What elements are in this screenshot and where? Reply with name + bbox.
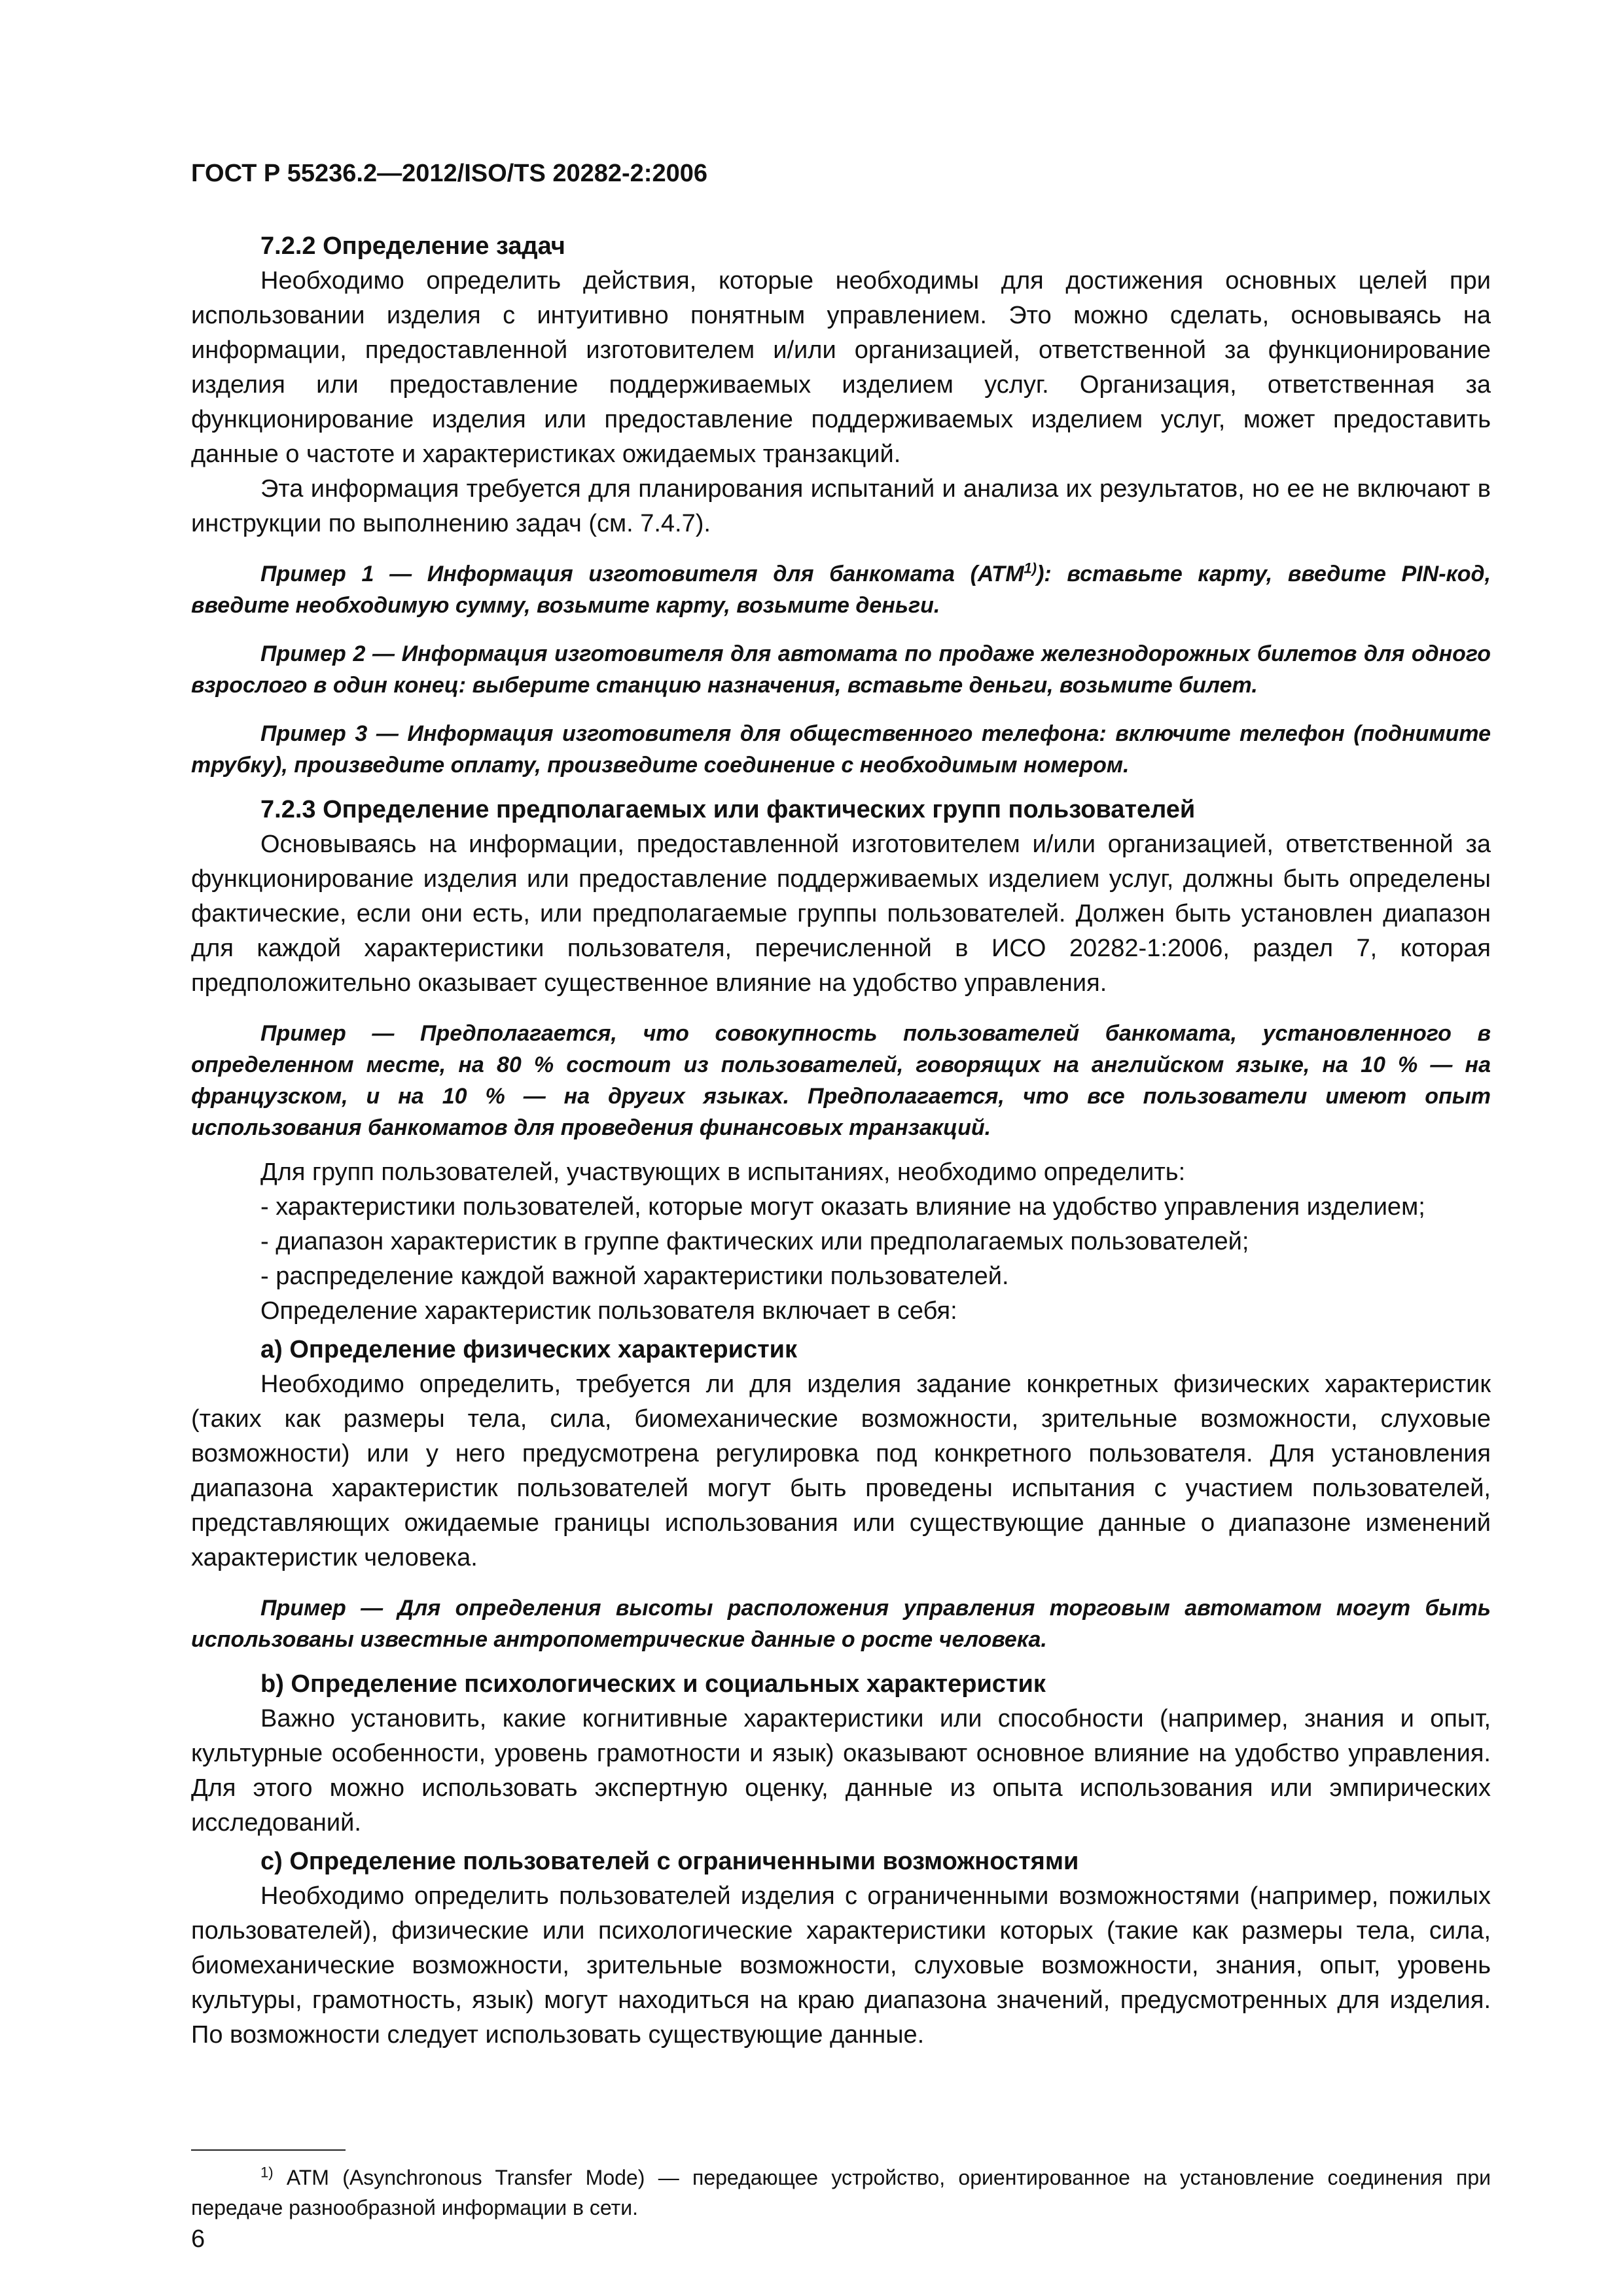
example-2: Пример 2 — Информация изготовителя для автомата по продаже железнодорожных билетов для одного взрослого в один конец: выберите станцию назначения, вставьте деньги, возьмите билет. (191, 641, 1491, 698)
example-atm-languages: Пример — Предполагается, что совокупность пользователей банкомата, установленного в определенном месте, на 80 % состоит из пользователей, говорящих на английском языке, на 10 % — на французском, и на 10 % — на других языках. Предполагается, что все пользователи имеют опыт использования банкоматов для проведения финансовых транзакций. (191, 1021, 1491, 1140)
section-7-2-3-paragraph-2: Для групп пользователей, участвующих в испытаниях, необходимо определить: (260, 1158, 1186, 1186)
footnote-marker: 1) (260, 2164, 274, 2181)
section-7-2-3-heading: 7.2.3 Определение предполагаемых или фактических групп пользователей (260, 796, 1196, 823)
subsection-c-paragraph: Необходимо определить пользователей изделия с ограниченными возможностями (например, пожилых пользователей), физические или психологические характеристики которых (такие как размеры тела, сила, биомеханические возможности, зрительные возможности, слуховые возможности, знания, опыт, уровень культуры, грамотность, язык) могут находиться на краю диапазона значений, предусмотренных для изделия. По возможности следует использовать существующие данные. (191, 1882, 1491, 2049)
footnote-ref: 1) (1024, 560, 1037, 577)
subsection-b-heading: b) Определение психологических и социальных характеристик (260, 1670, 1046, 1698)
footnote-divider (191, 2149, 346, 2151)
section-7-2-2-heading: 7.2.2 Определение задач (260, 232, 565, 260)
example-1 (191, 558, 1491, 621)
example-1-text-start: Пример 1 — Информация изготовителя для банкомата (АТМ (260, 562, 1024, 586)
list-item: - диапазон характеристик в группе фактических или предполагаемых пользователей; (260, 1228, 1249, 1255)
page-number: 6 (191, 2225, 205, 2253)
document-header: ГОСТ Р 55236.2—2012/ISO/TS 20282-2:2006 (191, 160, 708, 187)
section-7-2-3-paragraph-1: Основываясь на информации, предоставленной изготовителем и/или организацией, ответственной за функционирование изделия или предоставление поддерживаемых изделием услуг, должны быть определены фактические, если они есть, или предполагаемые группы пользователей. Должен быть установлен диапазон для каждой характеристики пользователя, перечисленной в ИСО 20282-1:2006, раздел 7, которая предположительно оказывает существенное влияние на удобство управления. (191, 831, 1491, 997)
footnote-text: АТМ (Asynchronous Transfer Mode) — передающее устройство, ориентированное на установление соединения при передаче разнообразной информации в сети. (191, 2166, 1491, 2219)
list-item: - распределение каждой важной характеристики пользователей. (260, 1263, 1009, 1290)
subsection-a-paragraph: Необходимо определить, требуется ли для изделия задание конкретных физических характеристик (таких как размеры тела, сила, биомеханические возможности, зрительные возможности, слуховые возможности) или у него предусмотрена регулировка под конкретного пользователя. Для установления диапазона характеристик пользователей могут быть проведены испытания с участием пользователей, представляющих ожидаемые границы использования или существующие данные о диапазоне изменений характеристик человека. (191, 1371, 1491, 1571)
section-7-2-2-paragraph-2: Эта информация требуется для планирования испытаний и анализа их результатов, но ее не включают в инструкции по выполнению задач (см. 7.4.7). (191, 475, 1491, 537)
subsection-c-heading: c) Определение пользователей с ограниченными возможностями (260, 1848, 1079, 1875)
list-item: - характеристики пользователей, которые могут оказать влияние на удобство управления изделием; (260, 1193, 1425, 1221)
example-3: Пример 3 — Информация изготовителя для общественного телефона: включите телефон (поднимите трубку), произведите оплату, произведите соединение с необходимым номером. (191, 721, 1491, 778)
footnote (191, 2162, 1491, 2223)
document-body (191, 229, 1491, 2053)
subsection-b-paragraph: Важно установить, какие когнитивные характеристики или способности (например, знания и опыт, культурные особенности, уровень грамотности и язык) оказывают основное влияние на удобство управления. Для этого можно использовать экспертную оценку, данные из опыта использования или эмпирических исследований. (191, 1705, 1491, 1837)
section-7-2-3-paragraph-3: Определение характеристик пользователя включает в себя: (260, 1297, 957, 1325)
subsection-a-heading: a) Определение физических характеристик (260, 1336, 798, 1363)
example-vending-height: Пример — Для определения высоты расположения управления торговым автоматом могут быть использованы известные антропометрические данные о росте человека. (191, 1596, 1491, 1652)
section-7-2-2-paragraph-1: Необходимо определить действия, которые необходимы для достижения основных целей при использовании изделия с интуитивно понятным управлением. Это можно сделать, основываясь на информации, предоставленной изготовителем и/или организацией, ответственной за функционирование изделия или предоставление поддерживаемых изделием услуг. Организация, ответственная за функционирование изделия или предоставление поддерживаемых изделием услуг, может предоставить данные о частоте и характеристиках ожидаемых транзакций. (191, 267, 1491, 468)
example-1-text-end: ): вставьте карту, введите PIN-код, введите необходимую сумму, возьмите карту, возьмите деньги. (191, 562, 1491, 618)
